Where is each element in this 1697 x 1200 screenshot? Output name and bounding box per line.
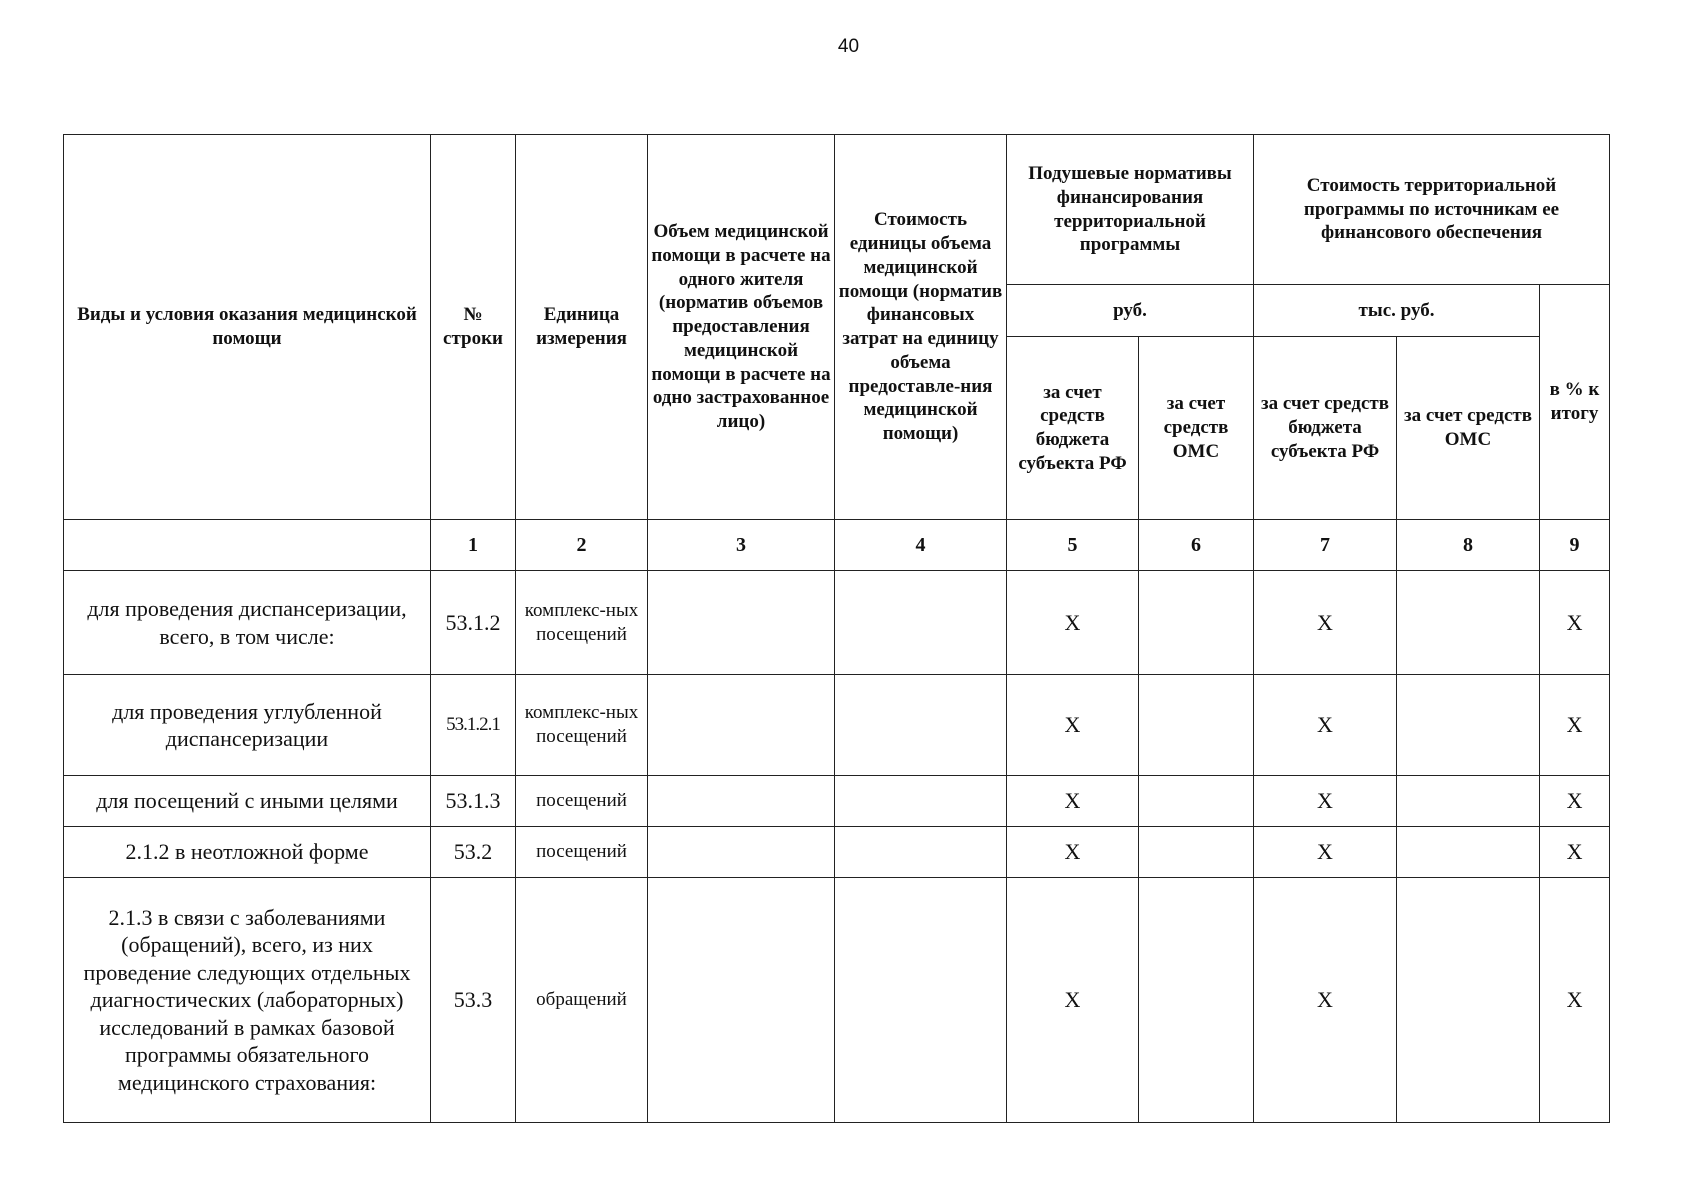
row-unit: комплекс-ных посещений <box>516 675 648 776</box>
header-budget-rf-total: за счет средств бюджета субъекта РФ <box>1254 337 1397 520</box>
table-row <box>64 675 1610 776</box>
financing-table <box>63 134 1610 1123</box>
row-oms-total <box>1397 776 1540 827</box>
row-oms-per-capita <box>1139 878 1254 1123</box>
row-volume <box>648 776 835 827</box>
row-percent: X <box>1540 878 1610 1123</box>
row-budget-rf-total: X <box>1254 675 1397 776</box>
row-budget-rf-per-capita: X <box>1007 878 1139 1123</box>
row-budget-rf-total: X <box>1254 827 1397 878</box>
row-volume <box>648 878 835 1123</box>
row-kind: для проведения углубленной диспансеризации <box>64 675 431 776</box>
header-row-number: № строки <box>431 135 516 520</box>
row-budget-rf-total: X <box>1254 776 1397 827</box>
row-budget-rf-per-capita: X <box>1007 776 1139 827</box>
row-percent: X <box>1540 571 1610 675</box>
header-budget-rf-per-capita: за счет средств бюджета субъекта РФ <box>1007 337 1139 520</box>
row-unit: обращений <box>516 878 648 1123</box>
row-budget-rf-per-capita: X <box>1007 675 1139 776</box>
row-volume <box>648 827 835 878</box>
column-number: 6 <box>1139 520 1254 571</box>
row-oms-total <box>1397 878 1540 1123</box>
row-volume <box>648 675 835 776</box>
row-unit-cost <box>835 827 1007 878</box>
row-kind: 2.1.3 в связи с заболеваниями (обращений), всего, из них проведение следующих отдельных диагностических (лабораторных) исследований в рамках базовой программы обязательного медицинского страхования: <box>64 878 431 1123</box>
row-percent: X <box>1540 827 1610 878</box>
row-oms-per-capita <box>1139 571 1254 675</box>
row-kind: для проведения диспансеризации, всего, в том числе: <box>64 571 431 675</box>
column-number-empty <box>64 520 431 571</box>
header-program-cost: Стоимость территориальной программы по источникам ее финансового обеспечения <box>1254 135 1610 285</box>
table-row <box>64 878 1610 1123</box>
table-row <box>64 827 1610 878</box>
table-row <box>64 776 1610 827</box>
row-kind: 2.1.2 в неотложной форме <box>64 827 431 878</box>
row-unit: посещений <box>516 776 648 827</box>
row-budget-rf-per-capita: X <box>1007 571 1139 675</box>
row-percent: X <box>1540 675 1610 776</box>
row-budget-rf-total: X <box>1254 571 1397 675</box>
page-number: 40 <box>837 36 860 57</box>
header-rub: руб. <box>1007 285 1254 337</box>
row-unit-cost <box>835 776 1007 827</box>
column-number: 2 <box>516 520 648 571</box>
row-percent: X <box>1540 776 1610 827</box>
header-volume: Объем медицинской помощи в расчете на одного жителя (норматив объемов предоставления медицинской помощи в расчете на одно застрахованное лицо) <box>648 135 835 520</box>
row-unit: комплекс-ных посещений <box>516 571 648 675</box>
column-number-row <box>64 520 1610 571</box>
row-budget-rf-total: X <box>1254 878 1397 1123</box>
row-oms-total <box>1397 827 1540 878</box>
header-oms-per-capita: за счет средств ОМС <box>1139 337 1254 520</box>
column-number: 5 <box>1007 520 1139 571</box>
row-number: 53.3 <box>431 878 516 1123</box>
row-oms-per-capita <box>1139 675 1254 776</box>
header-unit-cost: Стоимость единицы объема медицинской помощи (норматив финансовых затрат на единицу объема предоставле-ния медицинской помощи) <box>835 135 1007 520</box>
row-oms-total <box>1397 675 1540 776</box>
column-number: 1 <box>431 520 516 571</box>
row-budget-rf-per-capita: X <box>1007 827 1139 878</box>
row-unit-cost <box>835 675 1007 776</box>
row-oms-per-capita <box>1139 776 1254 827</box>
column-number: 9 <box>1540 520 1610 571</box>
column-number: 3 <box>648 520 835 571</box>
row-number: 53.1.2 <box>431 571 516 675</box>
row-volume <box>648 571 835 675</box>
header-unit: Единица измерения <box>516 135 648 520</box>
row-kind: для посещений с иными целями <box>64 776 431 827</box>
header-thous-rub: тыс. руб. <box>1254 285 1540 337</box>
header-per-capita: Подушевые нормативы финансирования территориальной программы <box>1007 135 1254 285</box>
row-number: 53.1.3 <box>431 776 516 827</box>
row-number: 53.2 <box>431 827 516 878</box>
row-oms-total <box>1397 571 1540 675</box>
header-kind: Виды и условия оказания медицинской помощи <box>64 135 431 520</box>
header-oms-total: за счет средств ОМС <box>1397 337 1540 520</box>
column-number: 7 <box>1254 520 1397 571</box>
row-number: 53.1.2.1 <box>431 675 516 776</box>
table-row <box>64 571 1610 675</box>
row-unit-cost <box>835 571 1007 675</box>
column-number: 8 <box>1397 520 1540 571</box>
header-percent: в % к итогу <box>1540 285 1610 520</box>
row-oms-per-capita <box>1139 827 1254 878</box>
row-unit-cost <box>835 878 1007 1123</box>
row-unit: посещений <box>516 827 648 878</box>
column-number: 4 <box>835 520 1007 571</box>
